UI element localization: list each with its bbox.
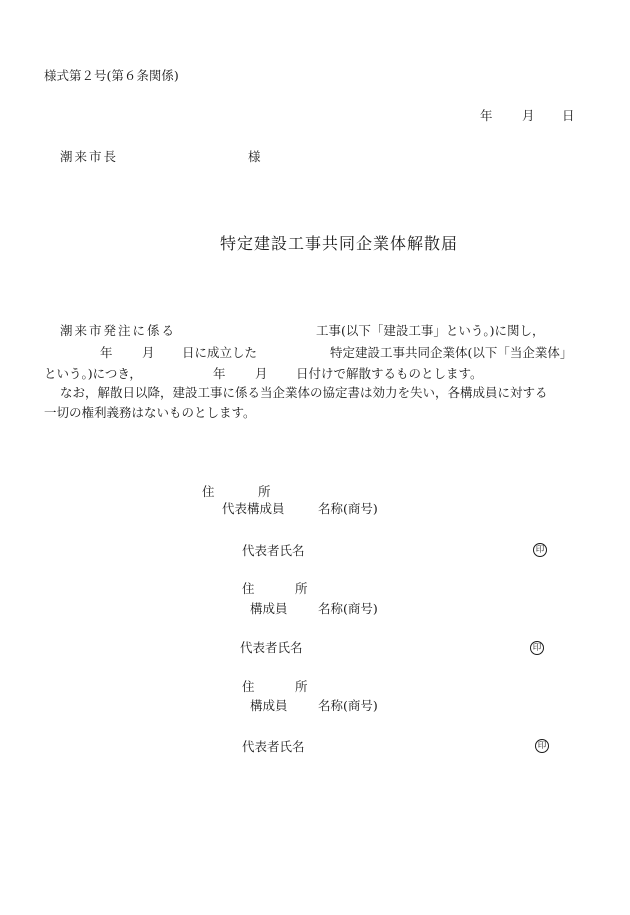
signer-1-address-2: 所: [258, 484, 271, 499]
seal-mark: 印: [533, 543, 547, 557]
body-p2-a: なお，解散日以降，建設工事に係る当企業体の協定書は効力を失い，各構成員に対する: [60, 385, 548, 400]
signer-3-trade-name: 名称(商号): [318, 698, 378, 713]
body-p1-a: 潮来市発注に係る: [60, 323, 177, 338]
body-p1-jv: 特定建設工事共同企業体(以下「当企業体」: [330, 345, 573, 360]
signer-3-address-1: 住: [242, 679, 255, 694]
signer-1-representative: 代表者氏名: [242, 543, 305, 558]
body-p1-month: 月: [142, 345, 155, 360]
signer-3-representative: 代表者氏名: [242, 739, 305, 754]
form-label: 様式第２号(第６条関係): [44, 68, 179, 83]
addressee-name: 潮来市長: [60, 149, 119, 164]
signer-2-role: 構成員: [250, 601, 288, 616]
body-p1-day-established: 日に成立した: [182, 345, 258, 360]
signer-2-representative: 代表者氏名: [240, 640, 303, 655]
body-p1-day-dissolve: 日付けで解散するものとします。: [296, 366, 483, 381]
body-p1-year: 年: [100, 345, 113, 360]
document-title: 特定建設工事共同企業体解散届: [220, 234, 459, 253]
body-p2-b: 一切の権利義務はないものとします。: [44, 405, 256, 420]
body-p1-c: という。)につき，: [44, 366, 142, 381]
signer-2-address-2: 所: [295, 581, 308, 596]
date-month: 月: [522, 108, 535, 123]
signer-3-address-2: 所: [295, 679, 308, 694]
signer-3-role: 構成員: [250, 698, 288, 713]
body-p1-year2: 年: [213, 366, 226, 381]
body-p1-b: 工事(以下「建設工事」という。)に関し，: [316, 323, 545, 338]
date-year: 年: [480, 108, 493, 123]
signer-2-trade-name: 名称(商号): [318, 601, 378, 616]
signer-1-address-1: 住: [202, 484, 215, 499]
seal-mark: 印: [530, 641, 544, 655]
signer-1-trade-name: 名称(商号): [318, 501, 378, 516]
signer-2-address-1: 住: [242, 581, 255, 596]
seal-mark: 印: [535, 739, 549, 753]
signer-1-role: 代表構成員: [222, 501, 285, 516]
addressee-honorific: 様: [248, 149, 261, 164]
date-day: 日: [562, 108, 575, 123]
body-p1-month2: 月: [255, 366, 268, 381]
